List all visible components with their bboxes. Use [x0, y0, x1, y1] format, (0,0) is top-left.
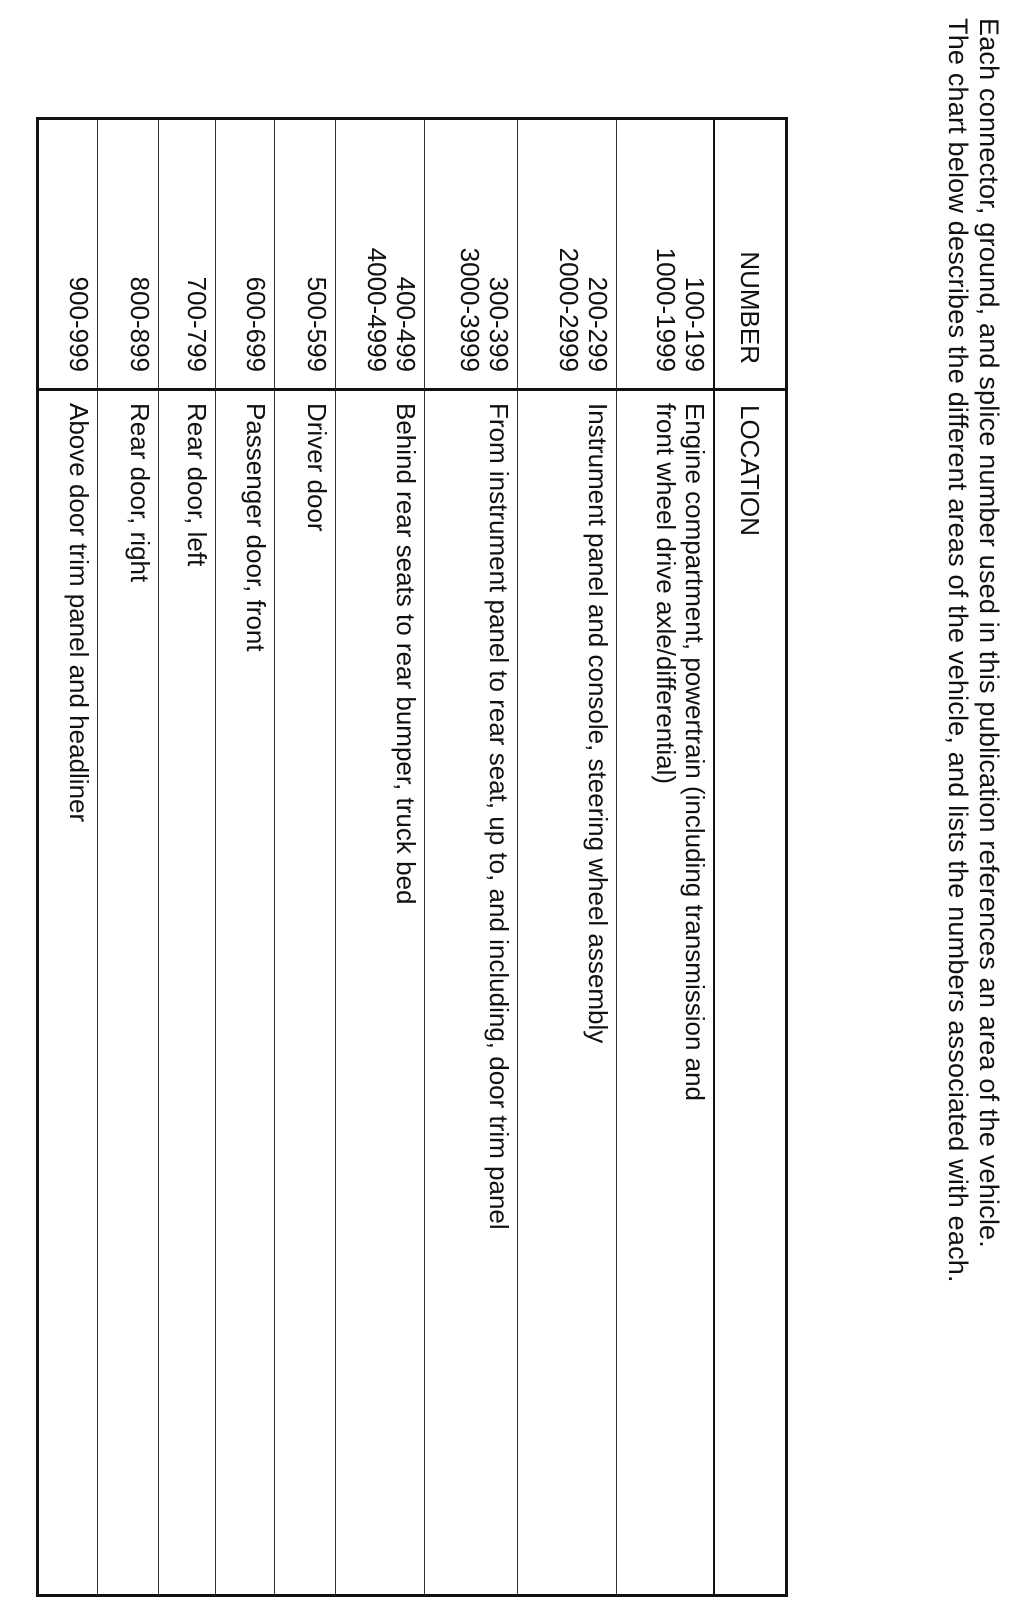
- location-cell: From instrument panel to rear seat, up to, and including, door trim panel: [425, 390, 518, 1596]
- table-header-row: [714, 119, 787, 1596]
- number-cell: 800-899: [98, 119, 159, 390]
- location-cell: Instrument panel and console, steering wheel assembly: [518, 390, 617, 1596]
- location-cell: Rear door, left: [159, 390, 216, 1596]
- intro-line-1: Each connector, ground, and splice number used in this publication references an area of the vehicle.: [974, 18, 1004, 1248]
- table-row: [38, 119, 98, 1596]
- number-cell: 300-399 3000-3999: [425, 119, 518, 390]
- table-row: [216, 119, 275, 1596]
- location-cell: Behind rear seats to rear bumper, truck bed: [336, 390, 425, 1596]
- location-cell: Rear door, right: [98, 390, 159, 1596]
- number-column-header: NUMBER: [714, 119, 787, 390]
- number-cell: 500-599: [275, 119, 336, 390]
- location-cell: Above door trim panel and headliner: [38, 390, 98, 1596]
- table-row: [617, 119, 715, 1596]
- number-cell: 100-199 1000-1999: [617, 119, 715, 390]
- table-row: [518, 119, 617, 1596]
- number-cell: 200-299 2000-2999: [518, 119, 617, 390]
- location-cell: Passenger door, front: [216, 390, 275, 1596]
- location-cell: Driver door: [275, 390, 336, 1596]
- location-column-header: LOCATION: [714, 390, 787, 1596]
- table-row: [425, 119, 518, 1596]
- number-cell: 700-799: [159, 119, 216, 390]
- number-cell: 600-699: [216, 119, 275, 390]
- intro-line-2: The chart below describes the different areas of the vehicle, and lists the numbers associated with each.: [943, 18, 973, 1283]
- table-row: [159, 119, 216, 1596]
- table-row: [275, 119, 336, 1596]
- location-cell: Engine compartment, powertrain (including transmission and front wheel drive axle/differential): [617, 390, 715, 1596]
- table-row: [98, 119, 159, 1596]
- number-cell: 400-499 4000-4999: [336, 119, 425, 390]
- table-row: [336, 119, 425, 1596]
- intro-text: [942, 18, 1004, 1578]
- area-number-table: [36, 117, 788, 1597]
- number-cell: 900-999: [38, 119, 98, 390]
